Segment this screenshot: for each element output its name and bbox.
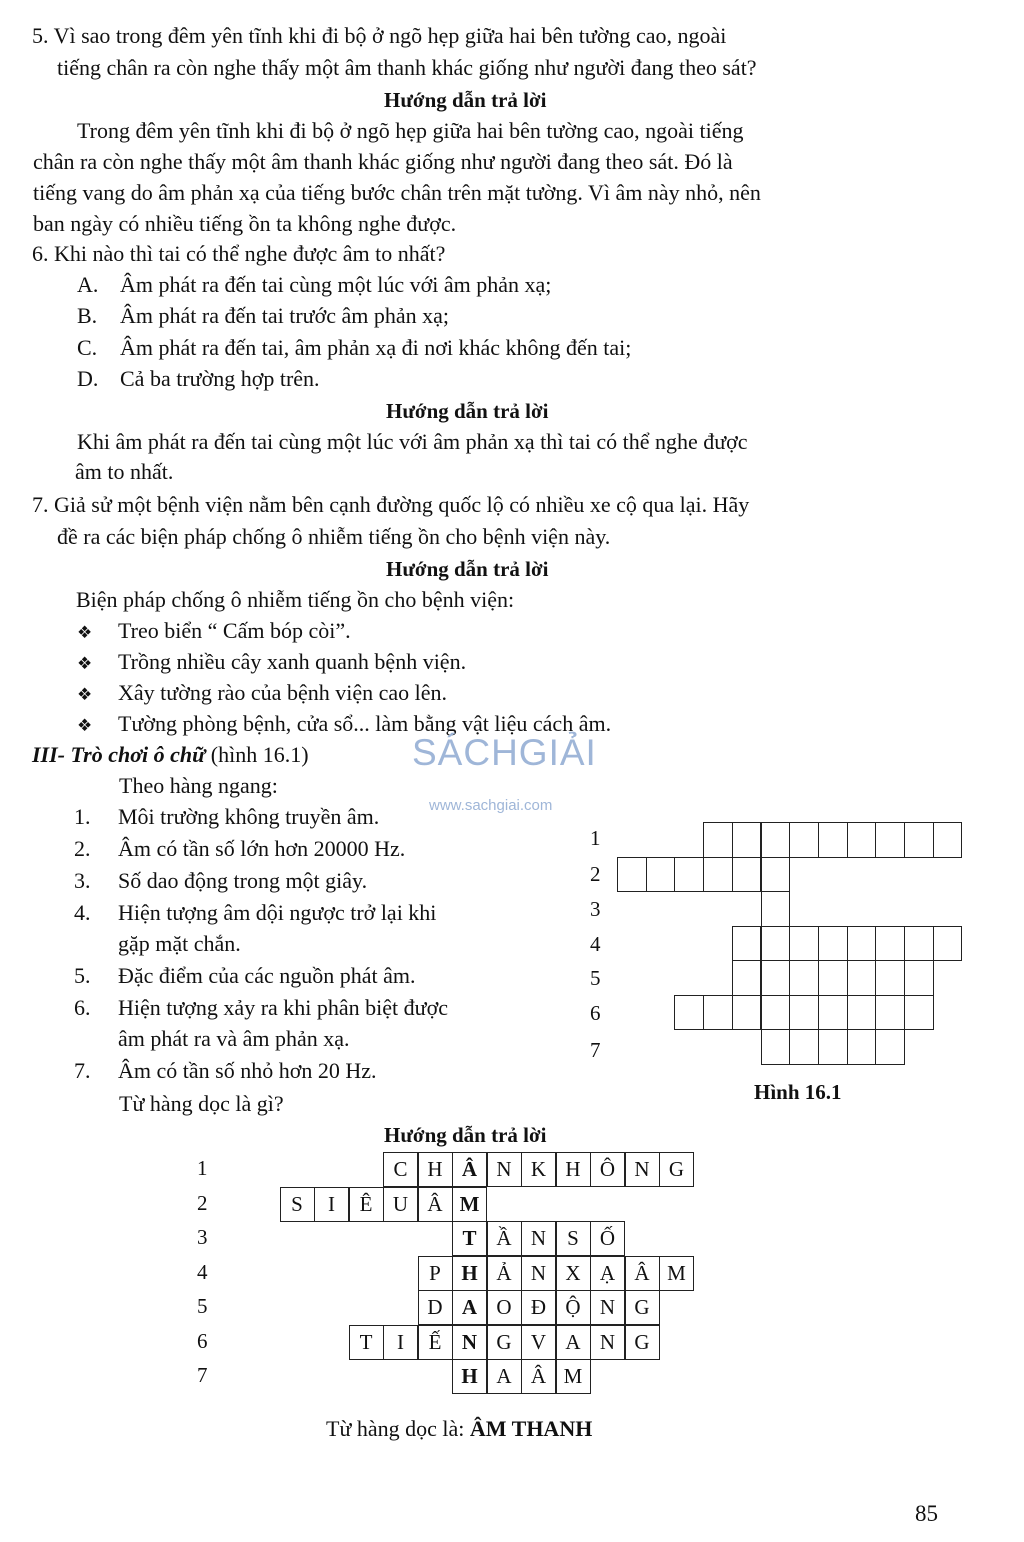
- q5-answer-line2: chân ra còn nghe thấy một âm thanh khác giống như người đang theo sát. Đó là: [33, 149, 733, 174]
- clue-text: âm phát ra và âm phản xạ.: [118, 1026, 350, 1051]
- grid-cell: [674, 857, 704, 893]
- answer-cell: Ô: [590, 1152, 625, 1187]
- answer-cell: G: [487, 1325, 522, 1360]
- grid-cell: [732, 926, 762, 962]
- answer-cell: M: [556, 1359, 591, 1394]
- q6-option-a: [77, 271, 552, 299]
- grid-cell: [789, 822, 819, 858]
- option-text: Âm phát ra đến tai cùng một lúc với âm phản xạ;: [120, 272, 552, 297]
- answer-cell: Ố: [590, 1221, 625, 1256]
- q5-line1: 5. Vì sao trong đêm yên tĩnh khi đi bộ ở ngõ hẹp giữa hai bên tường cao, ngoài: [32, 23, 727, 48]
- grid-cell: [761, 822, 791, 858]
- grid-cell: [933, 822, 963, 858]
- grid-cell: [789, 1029, 819, 1065]
- q5-answer-line1: Trong đêm yên tĩnh khi đi bộ ở ngõ hẹp giữa hai bên tường cao, ngoài tiếng: [77, 118, 744, 143]
- q7-guide-heading: Hướng dẫn trả lời: [386, 557, 549, 581]
- grid-cell: [703, 822, 733, 858]
- answer-row-number: 2: [197, 1190, 208, 1215]
- answer-cell: M: [659, 1256, 694, 1291]
- grid-cell: [847, 926, 877, 962]
- grid-cell: [732, 822, 762, 858]
- option-text: Cả ba trường hợp trên.: [120, 366, 320, 391]
- answer-cell: G: [625, 1325, 660, 1360]
- answer-cell: I: [383, 1325, 418, 1360]
- q6-option-d: [77, 365, 320, 393]
- section-heading: [32, 741, 309, 769]
- grid-cell: [847, 1029, 877, 1065]
- grid-cell: [761, 1029, 791, 1065]
- q5-answer-line3: tiếng vang do âm phản xạ của tiếng bước chân trên mặt tường. Vì âm này nhỏ, nên: [33, 180, 761, 205]
- grid-row-number: 7: [590, 1038, 601, 1062]
- grid-cell: [818, 926, 848, 962]
- q6-question: 6. Khi nào thì tai có thể nghe được âm to nhất?: [32, 241, 446, 266]
- grid-cell: [789, 995, 819, 1031]
- answer-cell: K: [521, 1152, 556, 1187]
- answer-cell: N: [521, 1221, 556, 1256]
- answer-cell: Ộ: [556, 1290, 591, 1325]
- grid-cell: [904, 995, 934, 1031]
- diamond-bullet-icon: ❖: [77, 685, 93, 704]
- grid-cell: [904, 960, 934, 996]
- result-word: ÂM THANH: [469, 1416, 593, 1441]
- answer-cell: X: [556, 1256, 591, 1291]
- answer-key-cell: A: [452, 1290, 487, 1325]
- watermark-url: www.sachgiai.com: [429, 797, 553, 814]
- answer-cell: U: [383, 1187, 418, 1222]
- answer-cell: Â: [521, 1359, 556, 1394]
- watermark-logo: SÁCHGIẢI: [412, 732, 597, 773]
- answer-cell: N: [487, 1152, 522, 1187]
- answer-key-cell: T: [452, 1221, 487, 1256]
- clue-text: Âm có tần số nhỏ hơn 20 Hz.: [118, 1058, 377, 1083]
- answer-row-number: 5: [197, 1294, 208, 1318]
- q5-line2: tiếng chân ra còn nghe thấy một âm thanh khác giống như người đang theo sát?: [57, 55, 757, 80]
- answer-cell: H: [418, 1152, 453, 1187]
- grid-cell: [703, 857, 733, 893]
- grid-row-number: 2: [590, 862, 601, 886]
- option-letter: B.: [77, 303, 98, 328]
- answer-cell: A: [556, 1325, 591, 1360]
- result-prefix: Từ hàng dọc là:: [326, 1416, 470, 1441]
- grid-cell: [761, 926, 791, 962]
- grid-cell: [875, 960, 905, 996]
- answer-cell: Ạ: [590, 1256, 625, 1291]
- clue-number: 1.: [74, 804, 91, 829]
- answer-cell: Ầ: [487, 1221, 522, 1256]
- bullet-text: Trồng nhiều cây xanh quanh bệnh viện.: [118, 649, 467, 674]
- answer-cell: T: [349, 1325, 384, 1360]
- q7-bullet: [77, 710, 612, 740]
- q7-bullet: [77, 648, 467, 678]
- grid-row-number: 4: [590, 932, 601, 956]
- clue-number: 3.: [74, 868, 91, 893]
- answer-cell: N: [625, 1152, 660, 1187]
- grid-cell: [818, 995, 848, 1031]
- q6-guide-heading: Hướng dẫn trả lời: [386, 399, 549, 423]
- clue-number: 5.: [74, 963, 91, 988]
- grid-cell: [818, 960, 848, 996]
- clue-number: 6.: [74, 995, 91, 1020]
- answer-cell: A: [487, 1359, 522, 1394]
- answer-cell: Â: [625, 1256, 660, 1291]
- grid-cell: [761, 995, 791, 1031]
- answer-row-number: 6: [197, 1328, 208, 1353]
- answer-cell: G: [625, 1290, 660, 1325]
- grid-cell: [818, 1029, 848, 1065]
- answer-row-number: 3: [197, 1225, 208, 1249]
- answer-cell: V: [521, 1325, 556, 1360]
- clue-number: 2.: [74, 836, 91, 861]
- q7-intro: Biện pháp chống ô nhiễm tiếng ồn cho bệnh viện:: [76, 587, 515, 612]
- answer-cell: N: [521, 1256, 556, 1291]
- answer-cell: Ế: [418, 1325, 453, 1360]
- grid-cell: [674, 995, 704, 1031]
- answer-cell: N: [590, 1290, 625, 1325]
- grid-cell: [617, 857, 647, 893]
- grid-cell: [703, 995, 733, 1031]
- across-label: Theo hàng ngang:: [119, 773, 278, 798]
- grid-cell: [904, 926, 934, 962]
- grid-cell: [904, 822, 934, 858]
- q5-guide-heading: Hướng dẫn trả lời: [384, 88, 547, 112]
- grid-cell: [761, 891, 791, 927]
- q6-option-c: [77, 334, 632, 362]
- page-number: 85: [915, 1501, 938, 1526]
- grid-cell: [646, 857, 676, 893]
- q7-bullet: [77, 617, 351, 647]
- q7-bullet: [77, 679, 447, 709]
- clue-text: Đặc điểm của các nguồn phát âm.: [118, 963, 416, 988]
- answer-key-cell: H: [452, 1256, 487, 1291]
- diamond-bullet-icon: ❖: [77, 623, 93, 642]
- answer-key-cell: H: [452, 1359, 487, 1394]
- game-guide-heading: Hướng dẫn trả lời: [384, 1123, 547, 1147]
- answer-key-cell: Â: [452, 1152, 487, 1187]
- clue-number: 4.: [74, 900, 91, 925]
- answer-cell: Đ: [521, 1290, 556, 1325]
- q5-answer-line4: ban ngày có nhiều tiếng ồn ta không nghe được.: [33, 211, 457, 236]
- down-question: Từ hàng dọc là gì?: [119, 1091, 284, 1116]
- figure-caption: Hình 16.1: [754, 1080, 842, 1104]
- answer-cell: I: [314, 1187, 349, 1222]
- grid-row-number: 3: [590, 897, 601, 921]
- q7-line2: đề ra các biện pháp chống ô nhiễm tiếng ồn cho bệnh viện này.: [57, 524, 611, 549]
- grid-cell: [847, 822, 877, 858]
- grid-cell: [732, 960, 762, 996]
- bullet-text: Xây tường rào của bệnh viện cao lên.: [118, 680, 447, 705]
- grid-cell: [732, 857, 762, 893]
- grid-cell: [875, 995, 905, 1031]
- q6-option-b: [77, 302, 450, 330]
- answer-row-number: 1: [197, 1156, 208, 1180]
- grid-cell: [789, 960, 819, 996]
- grid-cell: [732, 995, 762, 1031]
- section-title: III- Trò chơi ô chữ: [32, 742, 206, 767]
- q6-answer-line2: âm to nhất.: [75, 459, 174, 484]
- grid-cell: [875, 822, 905, 858]
- bullet-text: Tường phòng bệnh, cửa sổ... làm bằng vật liệu cách âm.: [118, 711, 612, 736]
- answer-cell: N: [590, 1325, 625, 1360]
- answer-cell: C: [383, 1152, 418, 1187]
- answer-cell: O: [487, 1290, 522, 1325]
- grid-cell: [761, 857, 791, 893]
- answer-row-number: 7: [197, 1363, 208, 1387]
- section-figure-ref: (hình 16.1): [205, 742, 309, 767]
- option-text: Âm phát ra đến tai, âm phản xạ đi nơi khác không đến tai;: [120, 335, 632, 360]
- answer-cell: H: [556, 1152, 591, 1187]
- answer-key-cell: N: [452, 1325, 487, 1360]
- q6-answer-line1: Khi âm phát ra đến tai cùng một lúc với âm phản xạ thì tai có thể nghe được: [77, 429, 748, 454]
- option-text: Âm phát ra đến tai trước âm phản xạ;: [120, 303, 450, 328]
- clue-text: Môi trường không truyền âm.: [118, 804, 380, 829]
- clue-number: 7.: [74, 1058, 91, 1083]
- answer-cell: S: [280, 1187, 315, 1222]
- option-letter: C.: [77, 335, 98, 360]
- grid-cell: [847, 995, 877, 1031]
- answer-cell: S: [556, 1221, 591, 1256]
- clue-text: Số dao động trong một giây.: [118, 868, 368, 893]
- result-line: [326, 1415, 592, 1443]
- answer-cell: Â: [418, 1187, 453, 1222]
- diamond-bullet-icon: ❖: [77, 654, 93, 673]
- grid-row-number: 1: [590, 826, 601, 850]
- answer-cell: D: [418, 1290, 453, 1325]
- grid-cell: [875, 926, 905, 962]
- option-letter: A.: [77, 272, 99, 297]
- grid-cell: [761, 960, 791, 996]
- grid-cell: [933, 926, 963, 962]
- clue-text: Hiện tượng âm dội ngược trở lại khi: [118, 900, 437, 925]
- diamond-bullet-icon: ❖: [77, 716, 93, 735]
- answer-cell: P: [418, 1256, 453, 1291]
- grid-cell: [789, 926, 819, 962]
- option-letter: D.: [77, 366, 99, 391]
- answer-key-cell: M: [452, 1187, 487, 1222]
- grid-cell: [818, 822, 848, 858]
- grid-cell: [847, 960, 877, 996]
- clue-text: Âm có tần số lớn hơn 20000 Hz.: [118, 836, 406, 861]
- grid-cell: [875, 1029, 905, 1065]
- bullet-text: Treo biển “ Cấm bóp còi”.: [118, 618, 351, 643]
- grid-row-number: 6: [590, 1001, 601, 1025]
- grid-row-number: 5: [590, 966, 601, 990]
- answer-cell: Ả: [487, 1256, 522, 1291]
- answer-cell: Ê: [349, 1187, 384, 1222]
- clue-text: Hiện tượng xảy ra khi phân biệt được: [118, 995, 448, 1020]
- answer-row-number: 4: [197, 1259, 208, 1284]
- q7-line1: 7. Giả sử một bệnh viện nằm bên cạnh đường quốc lộ có nhiều xe cộ qua lại. Hãy: [32, 492, 750, 517]
- clue-text: gặp mặt chắn.: [118, 931, 241, 956]
- answer-cell: G: [659, 1152, 694, 1187]
